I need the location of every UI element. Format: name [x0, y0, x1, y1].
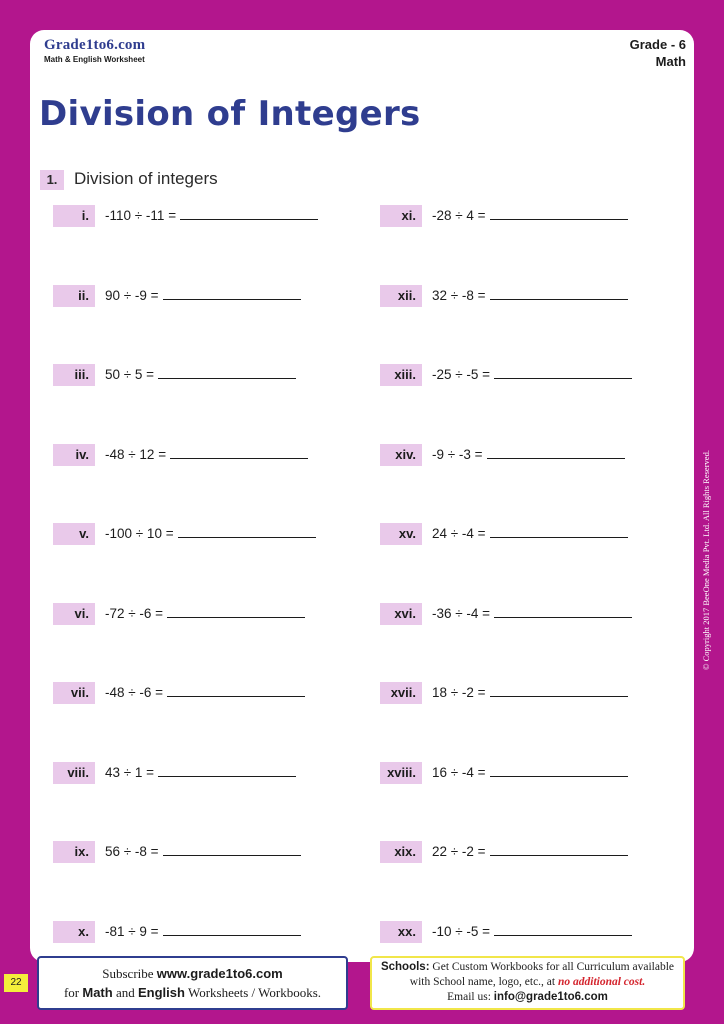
answer-blank[interactable]: [158, 764, 296, 777]
problem-label: ii.: [53, 285, 95, 307]
problem-label: xviii.: [380, 762, 422, 784]
email-label: Email us:: [447, 991, 491, 1003]
problem-label: iv.: [53, 444, 95, 466]
answer-blank[interactable]: [490, 684, 628, 697]
problem-expression-text: -28 ÷ 4 =: [432, 208, 486, 223]
problem-expression-text: -48 ÷ -6 =: [105, 685, 164, 700]
problem-expression: [432, 682, 628, 704]
answer-blank[interactable]: [163, 843, 301, 856]
no-cost-text: no additional cost.: [557, 976, 646, 988]
problem-expression-text: -25 ÷ -5 =: [432, 367, 491, 382]
answer-blank[interactable]: [158, 366, 296, 379]
answer-blank[interactable]: [490, 525, 628, 538]
problem-expression-text: -81 ÷ 9 =: [105, 924, 159, 939]
problem-label: xiii.: [380, 364, 422, 386]
problem-expression: [105, 682, 305, 704]
problem-expression: [432, 205, 628, 227]
page-number: 22: [4, 974, 28, 992]
problem-label: x.: [53, 921, 95, 943]
subscribe-box: [37, 956, 348, 1010]
answer-blank[interactable]: [487, 446, 625, 459]
copyright-text: © Copyright 2017 BeeOne Media Pvt. Ltd. All Rights Reserved.: [701, 450, 711, 670]
answer-blank[interactable]: [180, 207, 318, 220]
answer-blank[interactable]: [167, 684, 305, 697]
answer-blank[interactable]: [490, 843, 628, 856]
subject-label: Math: [655, 54, 686, 69]
problem-expression: [432, 841, 628, 863]
problem-label: viii.: [53, 762, 95, 784]
subscribe-link[interactable]: www.grade1to6.com: [156, 966, 283, 981]
grade-label: Grade - 6: [629, 37, 686, 52]
problem-expression: [105, 841, 301, 863]
problem-expression-text: 90 ÷ -9 =: [105, 288, 159, 303]
problem-label: iii.: [53, 364, 95, 386]
answer-blank[interactable]: [167, 605, 305, 618]
for-text: for: [63, 985, 80, 1000]
answer-blank[interactable]: [494, 923, 632, 936]
and-text: and: [115, 985, 135, 1000]
problem-expression: [105, 523, 316, 545]
answer-blank[interactable]: [163, 923, 301, 936]
schools-text-1: Get Custom Workbooks for all Curriculum available: [432, 961, 675, 973]
problem-expression-text: -36 ÷ -4 =: [432, 606, 491, 621]
problem-label: xix.: [380, 841, 422, 863]
problem-expression-text: -72 ÷ -6 =: [105, 606, 164, 621]
schools-text-2: with School name, logo, etc., at: [409, 976, 556, 988]
problem-expression: [432, 921, 632, 943]
answer-blank[interactable]: [178, 525, 316, 538]
problem-expression-text: 16 ÷ -4 =: [432, 765, 486, 780]
problem-expression-text: 24 ÷ -4 =: [432, 526, 486, 541]
section-title: Division of integers: [74, 169, 218, 188]
problem-label: xiv.: [380, 444, 422, 466]
problem-expression: [105, 364, 296, 386]
worksheet-page: [30, 30, 694, 962]
problem-label: v.: [53, 523, 95, 545]
problem-label: vii.: [53, 682, 95, 704]
answer-blank[interactable]: [490, 764, 628, 777]
problem-expression: [105, 921, 301, 943]
problem-expression-text: -9 ÷ -3 =: [432, 447, 483, 462]
brand-logo[interactable]: [44, 37, 145, 64]
problem-expression-text: 18 ÷ -2 =: [432, 685, 486, 700]
schools-label: Schools:: [380, 961, 430, 973]
answer-blank[interactable]: [170, 446, 308, 459]
problem-expression: [105, 762, 296, 784]
problem-expression-text: -10 ÷ -5 =: [432, 924, 491, 939]
brand-name: Grade1to6.com: [44, 37, 146, 53]
problem-label: vi.: [53, 603, 95, 625]
page-title: Division of Integers: [39, 94, 421, 134]
problem-expression: [432, 364, 632, 386]
schools-box: [370, 956, 685, 1010]
answer-blank[interactable]: [490, 287, 628, 300]
problem-expression-text: -100 ÷ 10 =: [105, 526, 174, 541]
problem-expression-text: 43 ÷ 1 =: [105, 765, 155, 780]
email-link[interactable]: info@grade1to6.com: [493, 991, 608, 1003]
problem-expression: [105, 444, 308, 466]
problem-expression: [432, 285, 628, 307]
problem-label: xii.: [380, 285, 422, 307]
problem-expression: [105, 285, 301, 307]
math-text: Math: [82, 985, 113, 1000]
problem-label: xv.: [380, 523, 422, 545]
section-number: 1.: [40, 170, 64, 190]
subscribe-text: Subscribe: [102, 966, 154, 981]
problem-expression-text: 50 ÷ 5 =: [105, 367, 155, 382]
problem-label: ix.: [53, 841, 95, 863]
answer-blank[interactable]: [490, 207, 628, 220]
worksheets-text: Worksheets / Workbooks.: [187, 985, 322, 1000]
problem-label: xvi.: [380, 603, 422, 625]
problem-label: i.: [53, 205, 95, 227]
problem-expression-text: 22 ÷ -2 =: [432, 844, 486, 859]
problem-expression: [432, 603, 632, 625]
problem-expression-text: 56 ÷ -8 =: [105, 844, 159, 859]
answer-blank[interactable]: [494, 366, 632, 379]
problem-label: xvii.: [380, 682, 422, 704]
problem-expression: [105, 205, 318, 227]
problem-expression: [432, 523, 628, 545]
problem-expression: [432, 444, 625, 466]
problem-label: xx.: [380, 921, 422, 943]
grade-subject: [630, 36, 686, 70]
answer-blank[interactable]: [494, 605, 632, 618]
answer-blank[interactable]: [163, 287, 301, 300]
problem-label: xi.: [380, 205, 422, 227]
english-text: English: [138, 985, 185, 1000]
problem-expression: [432, 762, 628, 784]
problem-expression-text: -48 ÷ 12 =: [105, 447, 167, 462]
problem-expression-text: 32 ÷ -8 =: [432, 288, 486, 303]
problem-expression-text: -110 ÷ -11 =: [105, 208, 177, 223]
problem-expression: [105, 603, 305, 625]
brand-subtitle: Math & English Worksheet: [44, 55, 145, 64]
